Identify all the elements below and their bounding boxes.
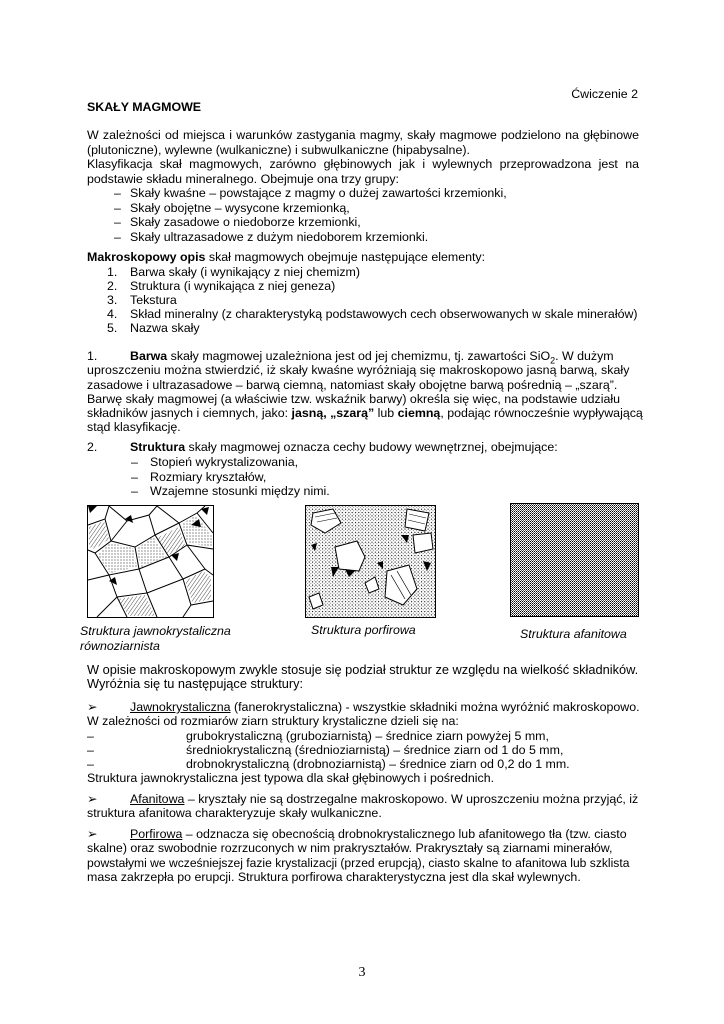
list-item: Nazwa skały bbox=[130, 321, 200, 335]
list-item: Skały zasadowe o niedoborze krzemionki, bbox=[130, 215, 361, 229]
list-item: Stopień wykrystalizowania, bbox=[150, 455, 299, 469]
barwa-line-1 bbox=[130, 349, 639, 364]
division-line-1: W opisie makroskopowym zwykle stosuje się podział struktur ze względu na wielkość składników. bbox=[87, 662, 639, 677]
phaneritic-line-2: W zależności od rozmiarów ziarn struktury krystaliczne dzieli się na: bbox=[87, 714, 459, 728]
section-number: 2. bbox=[87, 440, 98, 454]
list-item: Skład mineralny (z charakterystyką podstawowych cech obserwowanych w skale minerałów) bbox=[130, 307, 638, 321]
porphyritic-structure-figure bbox=[305, 505, 436, 618]
list-item: Skały obojętne – wysycone krzemionką, bbox=[130, 201, 350, 215]
caption-equigranular-2: równoziarnista bbox=[80, 639, 160, 653]
dash-marker: – bbox=[87, 757, 94, 771]
macro-heading bbox=[87, 250, 639, 265]
list-item: Skały ultrazasadowe z dużym niedoborem krzemionki. bbox=[130, 230, 429, 244]
aphanitic-line-1 bbox=[130, 792, 638, 807]
barwa-bold: jasną, „szarą” bbox=[291, 406, 375, 420]
dash-marker: – bbox=[131, 455, 138, 469]
list-number: 1. bbox=[107, 265, 118, 279]
caption-equigranular: Struktura jawnokrystaliczna bbox=[80, 624, 231, 638]
porphyritic-line-1 bbox=[130, 827, 627, 842]
list-item: Tekstura bbox=[130, 293, 177, 307]
macro-bold: Makroskopowy opis bbox=[87, 250, 206, 264]
phaneritic-last-line: Struktura jawnokrystaliczna jest typowa dla skał głębinowych i pośrednich. bbox=[87, 771, 495, 785]
barwa-text: , podając równocześnie wypływającą bbox=[440, 406, 643, 420]
dash-marker: – bbox=[114, 186, 121, 200]
barwa-text: . W dużym bbox=[555, 349, 614, 363]
exercise-label: Ćwiczenie 2 bbox=[571, 87, 638, 101]
list-item: grubokrystaliczną (gruboziarnistą) – średnice ziarn powyżej 5 mm, bbox=[186, 729, 549, 743]
barwa-text: lub bbox=[374, 406, 398, 420]
barwa-line-4: Barwę skały magmowej (a właściwie tzw. wskaźnik barwy) określa się więc, na podstawie udziału bbox=[87, 392, 620, 406]
barwa-subscript: 2 bbox=[550, 355, 556, 366]
barwa-bold: Barwa bbox=[130, 349, 168, 363]
phaneritic-term: Jawnokrystaliczna bbox=[130, 700, 231, 714]
porphyritic-line-2: skalne) oraz swobodnie rozrzuconych w nim prakryształów. Prakryształy są ziarnami minerałów, bbox=[87, 841, 613, 855]
list-item: Struktura (i wynikająca z niej geneza) bbox=[130, 279, 336, 293]
list-number: 2. bbox=[107, 279, 118, 293]
aphanitic-line-2: struktura afanitowa charakteryzuje skały wulkaniczne. bbox=[87, 806, 382, 820]
arrow-bullet-icon: ➢ bbox=[87, 792, 98, 806]
dash-marker: – bbox=[114, 201, 121, 215]
barwa-line-3: zasadowe i ultrazasadowe – barwą ciemną, natomiast skały obojętne barwą pośrednią – „szarą”. bbox=[87, 378, 618, 392]
dash-marker: – bbox=[131, 484, 138, 498]
struktura-line bbox=[130, 440, 558, 455]
struktura-text: skały magmowej oznacza cechy budowy wewnętrznej, obejmujące: bbox=[185, 440, 558, 454]
aphanitic-text: – kryształy nie są dostrzegalne makroskopowo. W uproszczeniu można przyjąć, iż bbox=[184, 792, 639, 806]
equigranular-structure-figure bbox=[87, 505, 214, 618]
barwa-line-6: stąd klasyfikację. bbox=[87, 420, 181, 434]
division-line-2: Wyróżnia się tu następujące struktury: bbox=[87, 676, 304, 691]
section-number: 1. bbox=[87, 349, 98, 363]
barwa-text: skały magmowej uzależniona jest od jej chemizmu, tj. zawartości SiO bbox=[167, 349, 551, 363]
macro-rest: skał magmowych obejmuje następujące elementy: bbox=[205, 250, 486, 264]
list-number: 4. bbox=[107, 307, 118, 321]
barwa-line-2: uproszczeniu można stwierdzić, iż skały kwaśne wyróżniają się makroskopowo jasną barwą, skały bbox=[87, 363, 630, 377]
dash-marker: – bbox=[114, 215, 121, 229]
intro-paragraph-1: W zależności od miejsca i warunków zastygania magmy, skały magmowe podzielono na głębinowe (plutoniczne), wylewne (wulkaniczne) i subwulkaniczne (hipabysalne). bbox=[87, 128, 639, 157]
list-item: średniokrystaliczną (średnioziarnistą) – średnice ziarn od 1 do 5 mm, bbox=[186, 743, 564, 757]
aphanitic-term: Afanitowa bbox=[130, 792, 185, 806]
caption-porphyritic: Struktura porfirowa bbox=[311, 623, 416, 637]
porphyritic-line-4: masa zakrzepła po erupcji. Struktura porfirowa charakterystyczna jest dla skał wylewnych. bbox=[87, 870, 581, 884]
aphanitic-structure-figure bbox=[510, 503, 639, 617]
barwa-bold: ciemną bbox=[397, 406, 441, 420]
list-number: 3. bbox=[107, 293, 118, 307]
intro-paragraph-2: Klasyfikacja skał magmowych, zarówno głębinowych jak i wylewnych przeprowadzona jest na podstawie składu mineralnego. Obejmuje ona trzy grupy: bbox=[87, 157, 639, 186]
barwa-line-5 bbox=[87, 406, 643, 421]
dash-marker: – bbox=[131, 470, 138, 484]
page-number: 3 bbox=[358, 965, 366, 980]
phaneritic-line-1 bbox=[130, 700, 640, 715]
dash-marker: – bbox=[87, 729, 94, 743]
struktura-bold: Struktura bbox=[130, 440, 186, 454]
list-number: 5. bbox=[107, 321, 118, 335]
list-item: drobnokrystaliczną (drobnoziarnistą) – średnice ziarn od 0,2 do 1 mm. bbox=[186, 757, 570, 771]
caption-aphanitic: Struktura afanitowa bbox=[520, 627, 627, 641]
dash-marker: – bbox=[114, 230, 121, 244]
arrow-bullet-icon: ➢ bbox=[87, 827, 98, 841]
list-item: Rozmiary kryształów, bbox=[150, 470, 267, 484]
dash-marker: – bbox=[87, 743, 94, 757]
porphyritic-line-3: powstałymi we wcześniejszej fazie krystalizacji (przed erupcją), ciasto skalne to afanitowa lub szklista bbox=[87, 856, 630, 870]
list-item: Barwa skały (i wynikający z niej chemizm) bbox=[130, 265, 360, 279]
porphyritic-text: – odznacza się obecnością drobnokrystalicznego lub afanitowego tła (tzw. ciasto bbox=[182, 827, 627, 841]
arrow-bullet-icon: ➢ bbox=[87, 700, 98, 714]
page-title: SKAŁY MAGMOWE bbox=[87, 100, 202, 114]
porphyritic-term: Porfirowa bbox=[130, 827, 183, 841]
list-item: Wzajemne stosunki między nimi. bbox=[150, 484, 330, 498]
list-item: Skały kwaśne – powstające z magmy o dużej zawartości krzemionki, bbox=[130, 186, 507, 200]
phaneritic-text: (fanerokrystaliczna) - wszystkie składniki można wyróżnić makroskopowo. bbox=[230, 700, 640, 714]
barwa-text: składników jasnych i ciemnych, jako: bbox=[87, 406, 292, 420]
